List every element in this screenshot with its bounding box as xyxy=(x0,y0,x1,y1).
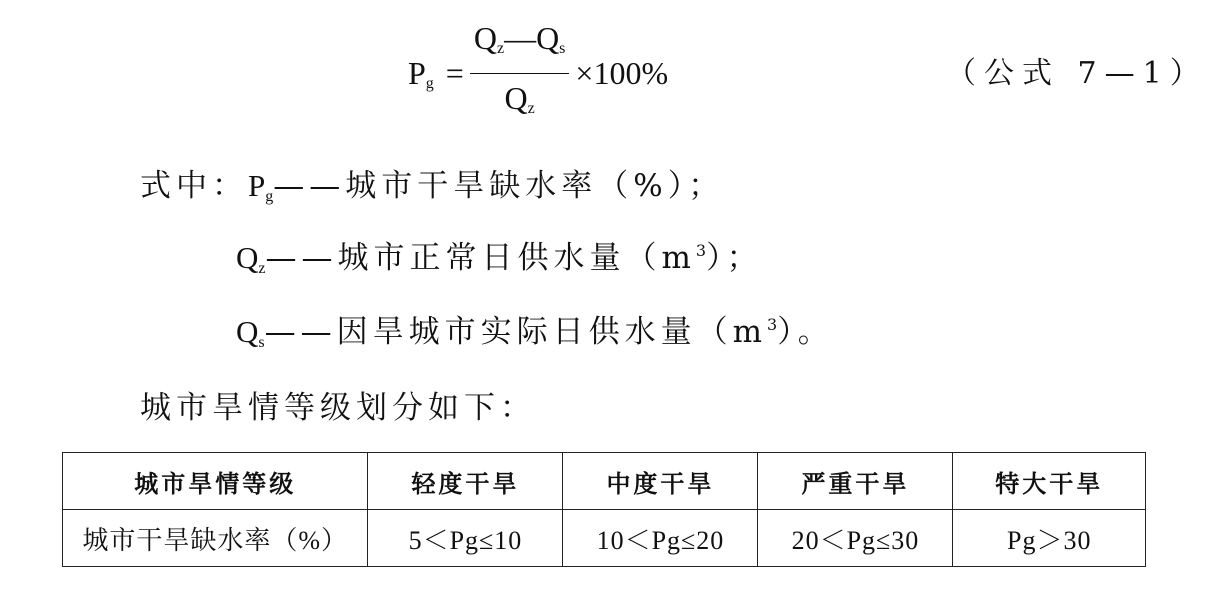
table-cell: 10＜Pg≤20 xyxy=(563,510,758,567)
formula-lhs: $P_g$ xyxy=(408,54,434,92)
table-header-row xyxy=(63,453,1146,510)
table-row xyxy=(63,510,1146,567)
table-cell: 5＜Pg≤10 xyxy=(368,510,563,567)
formula-denominator: $Q_z$ xyxy=(504,80,535,117)
table-header: 轻度干旱 xyxy=(368,453,563,510)
classification-intro: 城市旱情等级划分如下： xyxy=(140,390,536,426)
definition-qs: $Q_s——$因旱城市实际日供水量$(m^3)$。 xyxy=(236,314,834,351)
formula-numerator: $Q_z—Q_s$ xyxy=(470,18,570,74)
table-cell: 城市干旱缺水率（%） xyxy=(63,510,368,567)
formula-tag: （公式 7—1） xyxy=(946,56,1208,91)
definition-qz: $Q_z——$城市正常日供水量$(m^3)$； xyxy=(236,240,763,277)
formula-fraction xyxy=(470,18,570,129)
table-header: 特大干旱 xyxy=(953,453,1146,510)
formula-multiplier: ×100% xyxy=(575,55,669,91)
definition-pg: 式中：$P_g——$城市干旱缺水率（%）； xyxy=(140,168,725,205)
drought-grade-table xyxy=(62,452,1146,567)
table-cell: 20＜Pg≤30 xyxy=(758,510,953,567)
table-header: 城市旱情等级 xyxy=(63,453,368,510)
table-header: 中度干旱 xyxy=(563,453,758,510)
table-header: 严重干旱 xyxy=(758,453,953,510)
drought-rate-formula xyxy=(408,18,668,129)
formula-equals: = xyxy=(445,55,464,91)
table-cell: Pg＞30 xyxy=(953,510,1146,567)
